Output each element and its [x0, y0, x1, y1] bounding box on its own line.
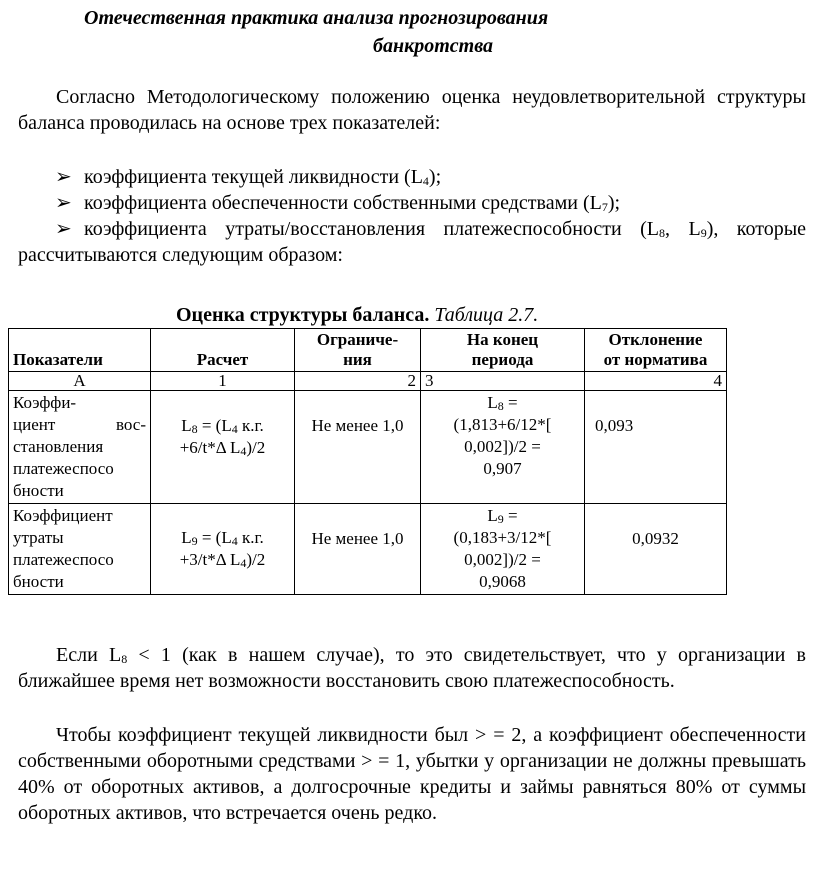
caption-table-number: Таблица 2.7. — [434, 304, 539, 326]
requirements-paragraph: Чтобы коэффициент текущей ликвидности был > = 2, а коэффициент обеспеченности собственными оборотными средствами > = 1, убытки у организации не должны превышать 40% от оборотных активов, а долгосрочные кредиты и займы равняться 80% от суммы оборотных активов, что встречается очень редко. — [18, 724, 806, 824]
index-cell: А — [9, 372, 151, 391]
balance-structure-table — [8, 328, 727, 595]
header-text: На конец — [466, 330, 539, 349]
cell-line: (0,183+3/12*[ — [453, 528, 552, 547]
subscript: 9 — [497, 512, 504, 526]
formula-text: = — [503, 393, 518, 412]
indicator-list — [18, 164, 806, 268]
formula-text: +6/t*Δ L — [179, 438, 241, 457]
document-title — [84, 4, 724, 60]
calculation-cell — [151, 504, 295, 595]
subscript: 4 — [231, 534, 238, 548]
subscript: 8 — [659, 226, 666, 240]
subscript: 4 — [422, 174, 429, 188]
limit-cell: Не менее 1,0 — [295, 504, 421, 595]
formula-text: L — [487, 506, 498, 525]
end-of-period-cell — [421, 391, 585, 504]
list-item — [18, 190, 806, 216]
list-item-tail: ), которые рассчитываются следующим образом: — [18, 218, 807, 266]
formula-text: )/2 — [246, 438, 266, 457]
header-limits — [295, 329, 421, 372]
deviation-cell: 0,093 — [585, 391, 727, 504]
index-cell: 3 — [421, 372, 585, 391]
cell-line: 0,002])/2 = — [464, 437, 541, 456]
formula-text: = — [503, 506, 518, 525]
cell-line: 0,907 — [483, 459, 522, 478]
cell-line: 0,9068 — [479, 572, 526, 591]
cell-line: платежеспосо — [13, 550, 114, 569]
formula-text: к.г. — [237, 528, 264, 547]
cell-line: бности — [13, 572, 64, 591]
subscript: 4 — [240, 556, 247, 570]
subscript: 4 — [231, 422, 238, 436]
formula-text: )/2 — [246, 550, 266, 569]
header-text: Ограниче- — [316, 330, 399, 349]
cell-line: становления — [13, 437, 104, 456]
formula-text: = (L — [197, 416, 232, 435]
indicator-name-cell — [9, 504, 151, 595]
subscript: 7 — [601, 200, 608, 214]
subscript: 8 — [121, 652, 128, 666]
title-line-1: Отечественная практика анализа прогнозирования — [84, 7, 549, 29]
index-cell: 1 — [151, 372, 295, 391]
formula-text: = (L — [197, 528, 232, 547]
paragraph-text: Если L — [56, 644, 122, 666]
title-line-2: банкротства — [373, 35, 494, 57]
table-index-row — [9, 372, 727, 391]
index-cell: 2 — [295, 372, 421, 391]
table-row — [9, 391, 727, 504]
formula-text: L — [181, 528, 192, 547]
subscript: 4 — [240, 444, 247, 458]
indicator-name-cell — [9, 391, 151, 504]
cell-line: циент вос- — [13, 415, 146, 434]
subscript: 9 — [700, 226, 707, 240]
cell-line: платежеспосо — [13, 459, 114, 478]
header-text: от норматива — [603, 350, 708, 369]
table-header-row — [9, 329, 727, 372]
list-item — [18, 216, 806, 268]
cell-line: (1,813+6/12*[ — [453, 415, 552, 434]
formula-text: L — [181, 416, 192, 435]
conclusion-paragraph — [18, 642, 806, 694]
list-item-tail: ); — [428, 166, 442, 188]
cell-line: Коэффи- — [13, 393, 77, 412]
arrow-bullet-icon: ➢ — [55, 192, 72, 214]
intro-paragraph: Согласно Методологическому положению оценка неудовлетворительной структуры баланса проводилась на основе трех показателей: — [18, 86, 806, 134]
formula-text: L — [487, 393, 498, 412]
header-end-of-period — [421, 329, 585, 372]
limit-cell: Не менее 1,0 — [295, 391, 421, 504]
cell-line: бности — [13, 481, 64, 500]
paragraph-text: < 1 (как в нашем случае), то это свидетельствует, что у организации в ближайшее время нет возможности восстановить свою платежеспособность. — [18, 644, 806, 692]
list-item-tail: ); — [607, 192, 621, 214]
header-text: периода — [471, 350, 534, 369]
table-caption — [176, 302, 538, 328]
deviation-cell: 0,0932 — [585, 504, 727, 595]
calculation-cell — [151, 391, 295, 504]
cell-line: Коэффициент — [13, 506, 113, 525]
formula-text: +3/t*Δ L — [179, 550, 241, 569]
formula-text: к.г. — [237, 416, 264, 435]
index-cell: 4 — [585, 372, 727, 391]
header-calculation: Расчет — [151, 329, 295, 372]
header-indicators: Показатели — [9, 329, 151, 372]
header-text: Отклонение — [608, 330, 703, 349]
subscript: 9 — [191, 534, 198, 548]
subscript: 8 — [191, 422, 198, 436]
list-item-text: коэффициента обеспеченности собственными средствами (L — [84, 192, 602, 214]
end-of-period-cell — [421, 504, 585, 595]
cell-line: 0,002])/2 = — [464, 550, 541, 569]
list-item-mid: , L — [665, 218, 701, 240]
arrow-bullet-icon: ➢ — [55, 218, 72, 240]
list-item-text: коэффициента текущей ликвидности (L — [84, 166, 423, 188]
arrow-bullet-icon: ➢ — [55, 166, 72, 188]
cell-line: утраты — [13, 528, 64, 547]
list-item-text: коэффициента утраты/восстановления платежеспособности (L — [84, 218, 660, 240]
header-deviation — [585, 329, 727, 372]
list-item — [18, 164, 806, 190]
table-row — [9, 504, 727, 595]
header-text: ния — [343, 350, 372, 369]
caption-title: Оценка структуры баланса. — [176, 304, 430, 326]
subscript: 8 — [497, 399, 504, 413]
